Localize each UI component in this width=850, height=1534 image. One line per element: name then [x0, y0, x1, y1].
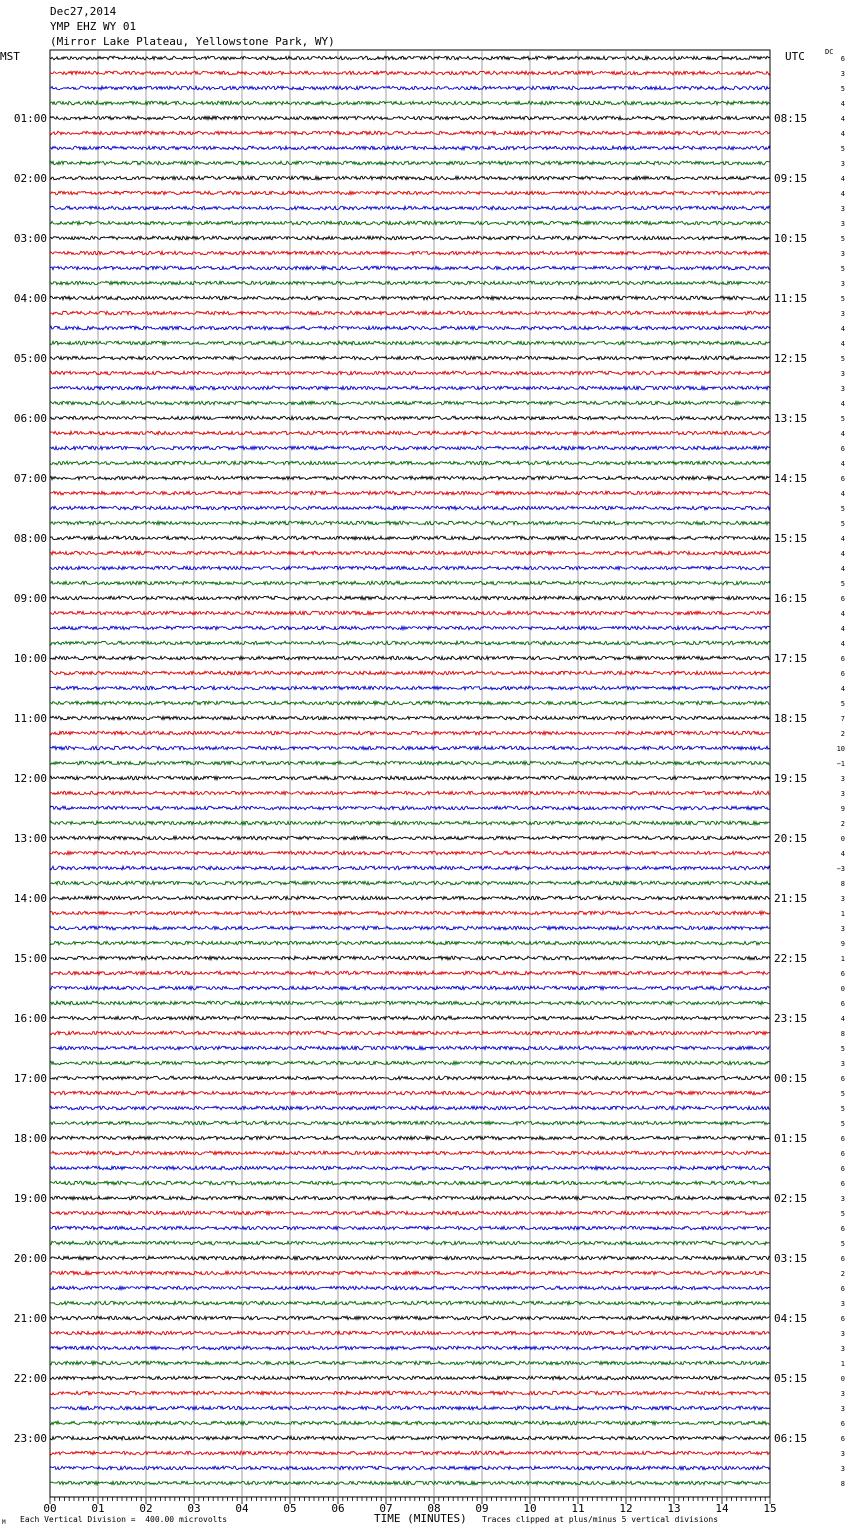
dc-offset-value: 6: [840, 595, 845, 603]
seismic-trace: [50, 911, 770, 915]
x-tick-label: 12: [619, 1502, 633, 1515]
station-location: (Mirror Lake Plateau, Yellowstone Park, WY): [50, 35, 335, 48]
seismic-trace: [50, 716, 770, 720]
left-hour-label: 08:00: [13, 532, 47, 545]
dc-offset-value: 9: [840, 940, 845, 948]
dc-offset-value: 0: [840, 985, 845, 993]
right-hour-label: 10:15: [774, 232, 808, 245]
dc-offset-value: 5: [840, 580, 845, 588]
left-hour-label: 03:00: [13, 232, 47, 245]
dc-offset-value: 6: [840, 1255, 845, 1263]
dc-offset-value: 6: [840, 1285, 845, 1293]
dc-offset-value: −3: [836, 865, 845, 873]
left-hour-label: 16:00: [13, 1012, 47, 1025]
seismic-trace: [50, 626, 770, 630]
x-tick-label: 01: [91, 1502, 105, 1515]
seismic-trace: [50, 296, 770, 300]
left-hour-label: 20:00: [13, 1252, 47, 1265]
right-hour-label: 19:15: [774, 772, 808, 785]
scale-note: Each Vertical Division = 400.00 microvolts: [20, 1515, 228, 1524]
seismic-trace: [50, 401, 770, 405]
seismic-trace: [50, 611, 770, 615]
dc-offset-value: 2: [840, 730, 845, 738]
seismic-trace: [50, 1166, 770, 1170]
dc-offset-value: 4: [840, 190, 845, 198]
seismic-trace: [50, 671, 770, 675]
dc-offset-value: 2: [840, 820, 845, 828]
dc-offset-value: 3: [840, 1465, 845, 1473]
right-hour-label: 17:15: [774, 652, 808, 665]
seismic-trace: [50, 1121, 770, 1125]
seismic-trace: [50, 581, 770, 585]
dc-offset-value: 3: [840, 310, 845, 318]
seismic-trace: [50, 191, 770, 195]
seismic-trace: [50, 1301, 770, 1305]
seismic-trace: [50, 491, 770, 495]
seismic-trace: [50, 1391, 770, 1395]
seismic-trace: [50, 251, 770, 255]
seismic-trace: [50, 746, 770, 750]
x-tick-label: 14: [715, 1502, 729, 1515]
dc-offset-value: 4: [840, 535, 845, 543]
seismic-trace: [50, 1016, 770, 1020]
dc-offset-value: 8: [840, 1030, 845, 1038]
dc-offset-value: 10: [836, 745, 845, 753]
seismic-trace: [50, 386, 770, 390]
seismic-trace: [50, 266, 770, 270]
x-tick-label: 08: [427, 1502, 441, 1515]
dc-offset-value: 3: [840, 1450, 845, 1458]
x-tick-label: 00: [43, 1502, 57, 1515]
seismic-trace: [50, 1181, 770, 1185]
seismic-trace: [50, 521, 770, 525]
dc-offset-value: 4: [840, 430, 845, 438]
seismic-trace: [50, 1466, 770, 1470]
dc-offset-value: 3: [840, 1390, 845, 1398]
chart-date: Dec27,2014: [50, 5, 117, 18]
left-hour-label: 17:00: [13, 1072, 47, 1085]
seismic-trace: [50, 176, 770, 180]
dc-offset-value: 5: [840, 1210, 845, 1218]
seismic-trace: [50, 356, 770, 360]
dc-offset-value: 3: [840, 1345, 845, 1353]
dc-offset-value: 5: [840, 1090, 845, 1098]
seismic-trace: [50, 1286, 770, 1290]
right-hour-label: 00:15: [774, 1072, 808, 1085]
seismic-trace: [50, 1346, 770, 1350]
seismic-trace: [50, 236, 770, 240]
left-hour-label: 10:00: [13, 652, 47, 665]
dc-offset-value: 4: [840, 1015, 845, 1023]
dc-offset-value: 4: [840, 400, 845, 408]
seismic-trace: [50, 656, 770, 660]
x-tick-label: 06: [331, 1502, 345, 1515]
right-hour-label: 13:15: [774, 412, 808, 425]
seismic-trace: [50, 881, 770, 885]
dc-offset-value: 5: [840, 700, 845, 708]
dc-offset-value: 6: [840, 1225, 845, 1233]
dc-offset-value: 4: [840, 340, 845, 348]
dc-offset-value: 5: [840, 85, 845, 93]
dc-offset-value: 3: [840, 925, 845, 933]
dc-offset-value: 6: [840, 1000, 845, 1008]
dc-offset-value: 2: [840, 1270, 845, 1278]
dc-offset-value: 5: [840, 355, 845, 363]
dc-offset-value: 4: [840, 550, 845, 558]
right-hour-label: 12:15: [774, 352, 808, 365]
dc-offset-value: 6: [840, 1180, 845, 1188]
seismic-trace: [50, 311, 770, 315]
seismic-trace: [50, 986, 770, 990]
left-hour-label: 11:00: [13, 712, 47, 725]
dc-offset-value: 3: [840, 1195, 845, 1203]
seismic-trace: [50, 506, 770, 510]
right-hour-label: 04:15: [774, 1312, 808, 1325]
left-hour-label: 05:00: [13, 352, 47, 365]
x-tick-label: 11: [571, 1502, 585, 1515]
seismic-trace: [50, 821, 770, 825]
dc-offset-value: 5: [840, 1105, 845, 1113]
dc-offset-value: 1: [840, 1360, 845, 1368]
dc-offset-value: 9: [840, 805, 845, 813]
right-hour-label: 15:15: [774, 532, 808, 545]
right-hour-label: 18:15: [774, 712, 808, 725]
right-hour-label: 23:15: [774, 1012, 808, 1025]
seismic-trace: [50, 1031, 770, 1035]
seismic-trace: [50, 1256, 770, 1260]
dc-offset-value: 3: [840, 775, 845, 783]
dc-offset-value: 4: [840, 175, 845, 183]
dc-offset-value: 3: [840, 220, 845, 228]
left-hour-label: 22:00: [13, 1372, 47, 1385]
dc-offset-value: 1: [840, 910, 845, 918]
dc-offset-value: 0: [840, 1375, 845, 1383]
seismic-trace: [50, 956, 770, 960]
seismic-trace: [50, 596, 770, 600]
dc-offset-value: 5: [840, 235, 845, 243]
seismic-trace: [50, 1136, 770, 1140]
seismic-trace: [50, 56, 770, 60]
dc-offset-value: 6: [840, 1135, 845, 1143]
right-hour-label: 11:15: [774, 292, 808, 305]
seismic-trace: [50, 971, 770, 975]
seismic-trace: [50, 1001, 770, 1005]
dc-offset-value: 3: [840, 250, 845, 258]
seismic-trace: [50, 461, 770, 465]
dc-offset-value: 5: [840, 1240, 845, 1248]
dc-offset-value: 5: [840, 415, 845, 423]
seismic-trace: [50, 416, 770, 420]
left-hour-label: 23:00: [13, 1432, 47, 1445]
seismic-trace: [50, 851, 770, 855]
x-tick-label: 07: [379, 1502, 393, 1515]
right-hour-label: 20:15: [774, 832, 808, 845]
dc-offset-value: 4: [840, 685, 845, 693]
seismic-trace: [50, 1481, 770, 1485]
dc-offset-value: 5: [840, 295, 845, 303]
seismic-trace: [50, 551, 770, 555]
seismic-trace: [50, 836, 770, 840]
left-hour-label: 14:00: [13, 892, 47, 905]
dc-offset-header: DC: [825, 48, 834, 56]
dc-offset-value: 4: [840, 460, 845, 468]
seismic-trace: [50, 941, 770, 945]
dc-offset-value: 6: [840, 1315, 845, 1323]
seismic-trace: [50, 1271, 770, 1275]
seismic-trace: [50, 791, 770, 795]
left-hour-label: 07:00: [13, 472, 47, 485]
right-hour-label: 16:15: [774, 592, 808, 605]
dc-offset-value: 5: [840, 1045, 845, 1053]
x-tick-label: 13: [667, 1502, 681, 1515]
right-timezone-label: UTC: [785, 50, 805, 63]
left-hour-label: 06:00: [13, 412, 47, 425]
dc-offset-value: 3: [840, 385, 845, 393]
right-hour-label: 05:15: [774, 1372, 808, 1385]
seismic-trace: [50, 1331, 770, 1335]
seismic-trace: [50, 161, 770, 165]
dc-offset-value: 3: [840, 1060, 845, 1068]
seismic-trace: [50, 1151, 770, 1155]
dc-offset-value: 8: [840, 1480, 845, 1488]
seismic-trace: [50, 761, 770, 765]
dc-offset-value: −1: [836, 760, 845, 768]
x-axis-title: TIME (MINUTES): [374, 1512, 467, 1525]
dc-offset-value: 6: [840, 475, 845, 483]
x-tick-label: 04: [235, 1502, 249, 1515]
x-tick-label: 10: [523, 1502, 537, 1515]
dc-offset-value: 6: [840, 1165, 845, 1173]
dc-offset-value: 4: [840, 115, 845, 123]
left-hour-label: 15:00: [13, 952, 47, 965]
x-tick-label: 03: [187, 1502, 201, 1515]
corner-mark: M: [2, 1519, 6, 1526]
dc-offset-value: 5: [840, 520, 845, 528]
left-hour-label: 02:00: [13, 172, 47, 185]
dc-offset-value: 5: [840, 145, 845, 153]
dc-offset-value: 6: [840, 1075, 845, 1083]
seismic-trace: [50, 1076, 770, 1080]
right-hour-label: 02:15: [774, 1192, 808, 1205]
seismic-trace: [50, 686, 770, 690]
left-hour-label: 04:00: [13, 292, 47, 305]
dc-offset-value: 5: [840, 265, 845, 273]
seismic-trace: [50, 1061, 770, 1065]
seismic-trace: [50, 131, 770, 135]
seismic-trace: [50, 896, 770, 900]
seismic-trace: [50, 926, 770, 930]
seismic-trace: [50, 116, 770, 120]
right-hour-label: 06:15: [774, 1432, 808, 1445]
left-hour-label: 01:00: [13, 112, 47, 125]
dc-offset-value: 4: [840, 100, 845, 108]
seismic-trace: [50, 146, 770, 150]
dc-offset-value: 8: [840, 880, 845, 888]
x-tick-label: 15: [763, 1502, 777, 1515]
left-hour-label: 19:00: [13, 1192, 47, 1205]
dc-offset-value: 5: [840, 1120, 845, 1128]
seismic-trace: [50, 446, 770, 450]
dc-offset-value: 6: [840, 970, 845, 978]
station-code: YMP EHZ WY 01: [50, 20, 137, 33]
dc-offset-value: 6: [840, 1420, 845, 1428]
right-hour-label: 08:15: [774, 112, 808, 125]
dc-offset-value: 4: [840, 610, 845, 618]
seismic-trace: [50, 1406, 770, 1410]
dc-offset-value: 3: [840, 895, 845, 903]
seismic-trace: [50, 1451, 770, 1455]
right-hour-label: 22:15: [774, 952, 808, 965]
dc-offset-value: 3: [840, 790, 845, 798]
seismic-trace: [50, 536, 770, 540]
right-hour-label: 01:15: [774, 1132, 808, 1145]
dc-offset-value: 6: [840, 655, 845, 663]
seismic-trace: [50, 221, 770, 225]
dc-offset-value: 4: [840, 325, 845, 333]
seismic-trace: [50, 1046, 770, 1050]
dc-offset-value: 4: [840, 130, 845, 138]
right-hour-label: 03:15: [774, 1252, 808, 1265]
dc-offset-value: 3: [840, 160, 845, 168]
seismic-trace: [50, 281, 770, 285]
dc-offset-value: 4: [840, 625, 845, 633]
seismic-trace: [50, 731, 770, 735]
seismic-trace: [50, 341, 770, 345]
seismic-trace: [50, 641, 770, 645]
seismic-trace: [50, 71, 770, 75]
x-tick-label: 09: [475, 1502, 489, 1515]
seismic-trace: [50, 1196, 770, 1200]
right-hour-label: 21:15: [774, 892, 808, 905]
dc-offset-value: 6: [840, 445, 845, 453]
seismic-trace: [50, 866, 770, 870]
dc-offset-value: 6: [840, 55, 845, 63]
seismic-trace: [50, 1376, 770, 1380]
right-hour-label: 09:15: [774, 172, 808, 185]
dc-offset-value: 7: [840, 715, 845, 723]
dc-offset-value: 4: [840, 640, 845, 648]
dc-offset-value: 0: [840, 835, 845, 843]
dc-offset-value: 4: [840, 490, 845, 498]
seismic-trace: [50, 566, 770, 570]
seismic-trace: [50, 1436, 770, 1440]
seismic-trace: [50, 1226, 770, 1230]
dc-offset-value: 4: [840, 565, 845, 573]
right-hour-label: 14:15: [774, 472, 808, 485]
dc-offset-value: 3: [840, 1405, 845, 1413]
seismic-trace: [50, 1421, 770, 1425]
left-hour-label: 09:00: [13, 592, 47, 605]
dc-offset-value: 1: [840, 955, 845, 963]
seismic-trace: [50, 206, 770, 210]
seismic-trace: [50, 371, 770, 375]
seismic-trace: [50, 701, 770, 705]
dc-offset-value: 3: [840, 280, 845, 288]
dc-offset-value: 5: [840, 505, 845, 513]
dc-offset-value: 3: [840, 370, 845, 378]
seismic-trace: [50, 1091, 770, 1095]
seismic-trace: [50, 776, 770, 780]
seismic-trace: [50, 86, 770, 90]
seismic-trace: [50, 1361, 770, 1365]
seismic-trace: [50, 806, 770, 810]
x-tick-label: 02: [139, 1502, 153, 1515]
seismic-trace: [50, 476, 770, 480]
dc-offset-value: 6: [840, 1435, 845, 1443]
dc-offset-value: 6: [840, 670, 845, 678]
left-hour-label: 13:00: [13, 832, 47, 845]
seismic-trace: [50, 1241, 770, 1245]
dc-offset-value: 4: [840, 850, 845, 858]
dc-offset-value: 6: [840, 1150, 845, 1158]
x-tick-label: 05: [283, 1502, 297, 1515]
dc-offset-value: 3: [840, 70, 845, 78]
seismic-trace: [50, 326, 770, 330]
left-timezone-label: MST: [0, 50, 20, 63]
dc-offset-value: 3: [840, 1330, 845, 1338]
left-hour-label: 12:00: [13, 772, 47, 785]
seismic-trace: [50, 1106, 770, 1110]
clip-note: Traces clipped at plus/minus 5 vertical divisions: [482, 1515, 719, 1524]
seismic-trace: [50, 1316, 770, 1320]
seismic-trace: [50, 431, 770, 435]
left-hour-label: 21:00: [13, 1312, 47, 1325]
dc-offset-value: 3: [840, 205, 845, 213]
left-hour-label: 18:00: [13, 1132, 47, 1145]
seismic-trace: [50, 101, 770, 105]
seismic-trace: [50, 1211, 770, 1215]
dc-offset-value: 3: [840, 1300, 845, 1308]
